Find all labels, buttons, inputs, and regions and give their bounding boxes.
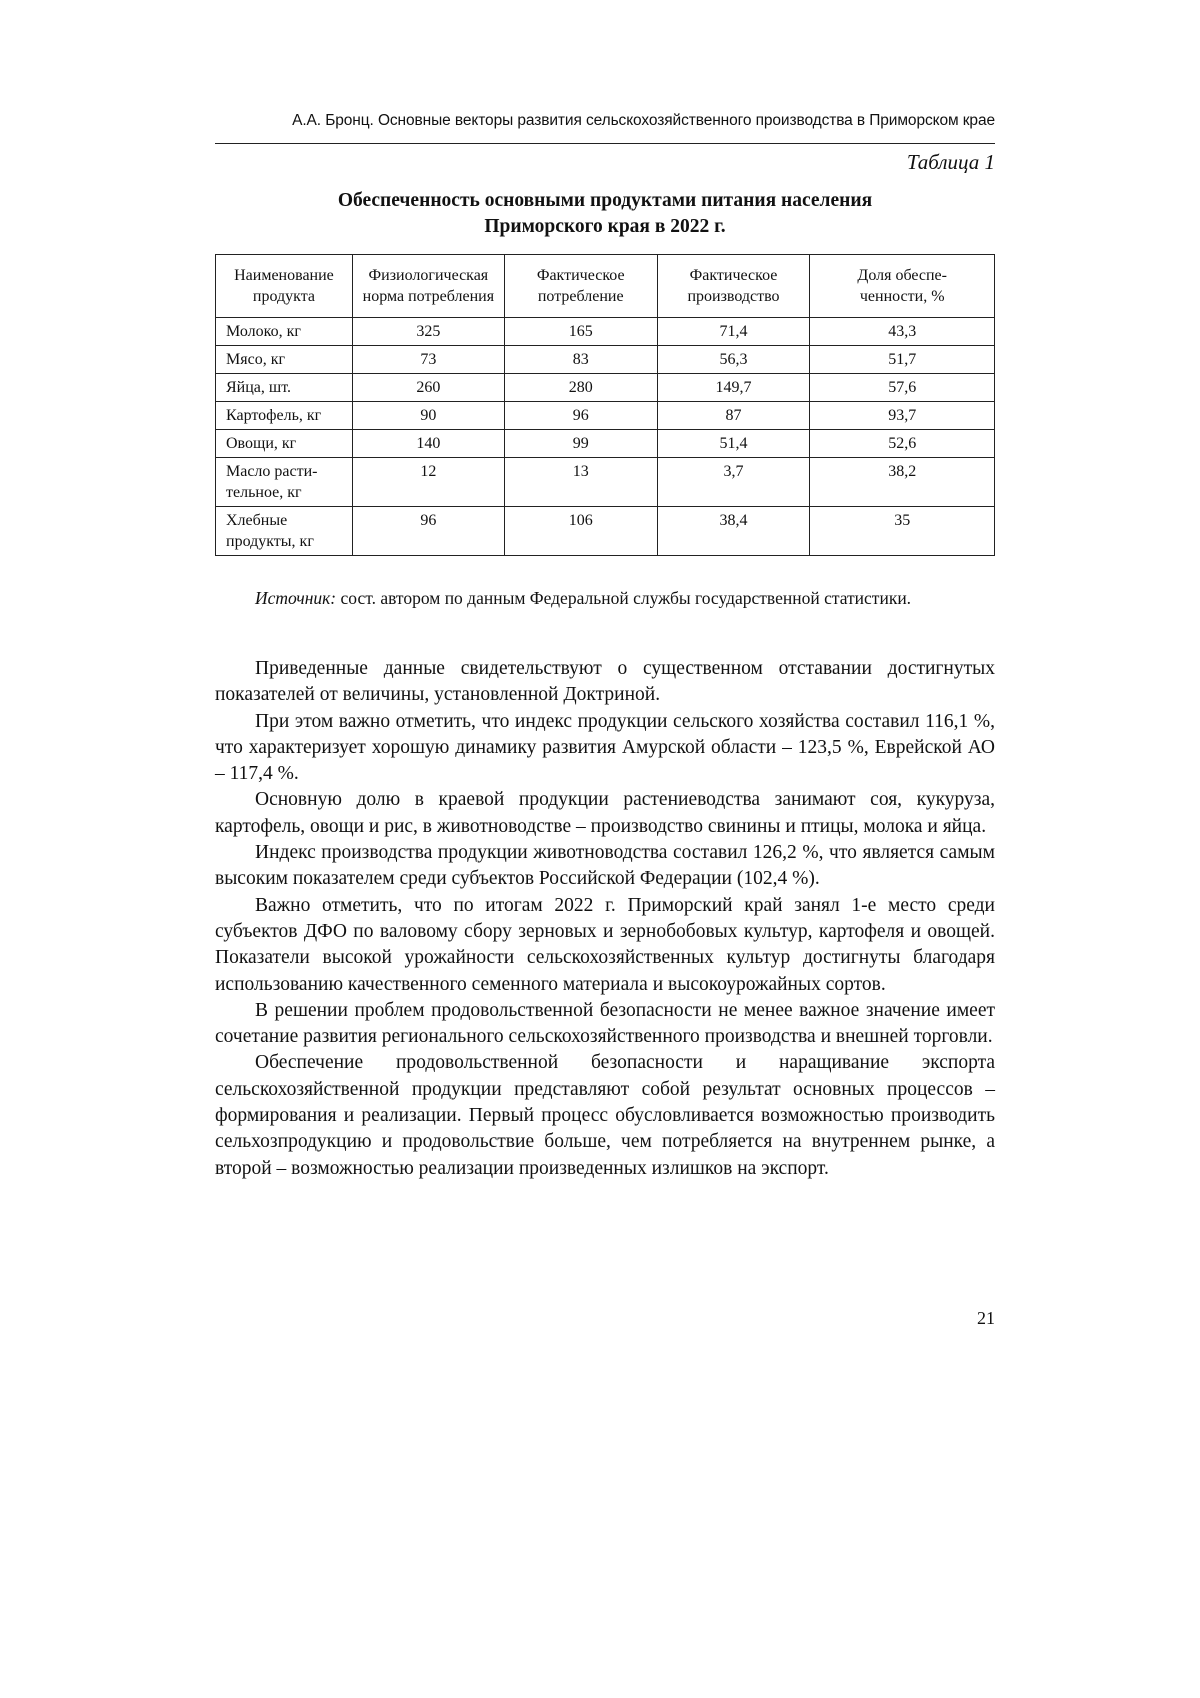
- cell-production: 3,7: [657, 458, 810, 507]
- cell-product: [216, 346, 353, 374]
- paragraph: При этом важно отметить, что индекс продукции сельского хозяйства составил 116,1 %, что характеризует хорошую динамику развития Амурской области – 123,5 %, Еврейской АО – 117,4 %.: [215, 710, 995, 785]
- paragraph: Приведенные данные свидетельствуют о существенном отставании достигнутых показателей от величины, установленной Доктриной.: [215, 658, 995, 706]
- cell-consumption: 280: [504, 374, 657, 402]
- cell-production: 87: [657, 402, 810, 430]
- provision-table: [215, 254, 995, 556]
- cell-norm: 90: [352, 402, 504, 430]
- product-name-line: Овощи, кг: [226, 435, 297, 452]
- cell-product: [216, 430, 353, 458]
- table-label: Таблица 1: [906, 150, 995, 174]
- header-line: Физиологическая: [368, 267, 489, 284]
- running-header: А.А. Бронц. Основные векторы развития сельскохозяйственного производства в Приморском крае: [292, 112, 995, 129]
- table-row: [216, 374, 995, 402]
- header-line: продукта: [252, 288, 315, 305]
- cell-norm: 325: [352, 318, 504, 346]
- cell-consumption: 165: [504, 318, 657, 346]
- product-name-line: тельное, кг: [226, 484, 302, 501]
- header-line: Доля обеспе-: [857, 267, 947, 284]
- header-line: норма потребления: [362, 288, 495, 305]
- header-rule: [215, 143, 995, 144]
- paragraph: Важно отметить, что по итогам 2022 г. Приморский край занял 1-е место среди субъектов ДФО по валовому сбору зерновых и зернобобовых культур, картофеля и овощей. Показатели высокой урожайности сельскохозяйственных культур достигнуты благодаря использованию качественного семенного материала и высокоурожайных сортов.: [215, 894, 995, 995]
- cell-norm: 12: [352, 458, 504, 507]
- cell-norm: 260: [352, 374, 504, 402]
- cell-production: 56,3: [657, 346, 810, 374]
- cell-product: [216, 458, 353, 507]
- product-name-line: Молоко, кг: [226, 323, 301, 340]
- table-row: [216, 430, 995, 458]
- source-text: сост. автором по данным Федеральной службы государственной статистики.: [336, 588, 912, 608]
- cell-product: [216, 507, 353, 556]
- cell-share: 43,3: [810, 318, 995, 346]
- table-row: [216, 346, 995, 374]
- header-line: ченности, %: [859, 288, 945, 305]
- header-line: потребление: [537, 288, 624, 305]
- page-number: 21: [977, 1308, 995, 1328]
- cell-share: 51,7: [810, 346, 995, 374]
- cell-product: [216, 318, 353, 346]
- cell-consumption: 83: [504, 346, 657, 374]
- body-text: [215, 656, 995, 1182]
- table-source-note: [215, 586, 995, 611]
- cell-norm: 140: [352, 430, 504, 458]
- header-line: Фактическое: [689, 267, 778, 284]
- table-row: [216, 318, 995, 346]
- product-name-line: Мясо, кг: [226, 351, 286, 368]
- table-title: [215, 188, 995, 240]
- cell-product: [216, 402, 353, 430]
- cell-consumption: 13: [504, 458, 657, 507]
- cell-share: 38,2: [810, 458, 995, 507]
- header-line: производство: [687, 288, 780, 305]
- cell-consumption: 96: [504, 402, 657, 430]
- cell-norm: 73: [352, 346, 504, 374]
- table-row: [216, 458, 995, 507]
- table-title-line: Обеспеченность основными продуктами питания населения: [337, 190, 873, 211]
- cell-production: 51,4: [657, 430, 810, 458]
- product-name-line: Яйца, шт.: [226, 379, 292, 396]
- table-title-line: Приморского края в 2022 г.: [484, 216, 726, 237]
- cell-share: 93,7: [810, 402, 995, 430]
- source-label: Источник:: [255, 588, 337, 608]
- header-norm: [352, 255, 504, 318]
- product-name-line: продукты, кг: [226, 533, 314, 550]
- header-consumption: [504, 255, 657, 318]
- cell-consumption: 99: [504, 430, 657, 458]
- cell-norm: 96: [352, 507, 504, 556]
- cell-share: 57,6: [810, 374, 995, 402]
- paragraph: Индекс производства продукции животноводства составил 126,2 %, что является самым высоким показателем среди субъектов Российской Федерации (102,4 %).: [215, 842, 995, 890]
- product-name-line: Масло расти-: [226, 463, 318, 480]
- table-header-row: [216, 255, 995, 318]
- product-name-line: Хлебные: [226, 512, 288, 529]
- cell-production: 71,4: [657, 318, 810, 346]
- header-share: [810, 255, 995, 318]
- cell-product: [216, 374, 353, 402]
- cell-production: 38,4: [657, 507, 810, 556]
- header-line: Наименование: [234, 267, 334, 284]
- table-row: [216, 507, 995, 556]
- cell-consumption: 106: [504, 507, 657, 556]
- header-line: Фактическое: [536, 267, 625, 284]
- paragraph: В решении проблем продовольственной безопасности не менее важное значение имеет сочетание развития регионального сельскохозяйственного производства и внешней торговли.: [215, 999, 995, 1048]
- header-production: [657, 255, 810, 318]
- cell-production: 149,7: [657, 374, 810, 402]
- cell-share: 52,6: [810, 430, 995, 458]
- paragraph: Основную долю в краевой продукции растениеводства занимают соя, кукуруза, картофель, овощи и рис, в животноводстве – производство свинины и птицы, молока и яйца.: [215, 789, 995, 837]
- product-name-line: Картофель, кг: [226, 407, 322, 424]
- paragraph: Обеспечение продовольственной безопасности и наращивание экспорта сельскохозяйственной продукции представляют собой результат основных процессов – формирования и реализации. Первый процесс обусловливается возможностью производить сельхозпродукцию и продовольствие больше, чем потребляется на внутреннем рынке, а второй – возможностью реализации произведенных излишков на экспорт.: [215, 1052, 995, 1179]
- table-row: [216, 402, 995, 430]
- header-product: [216, 255, 353, 318]
- cell-share: 35: [810, 507, 995, 556]
